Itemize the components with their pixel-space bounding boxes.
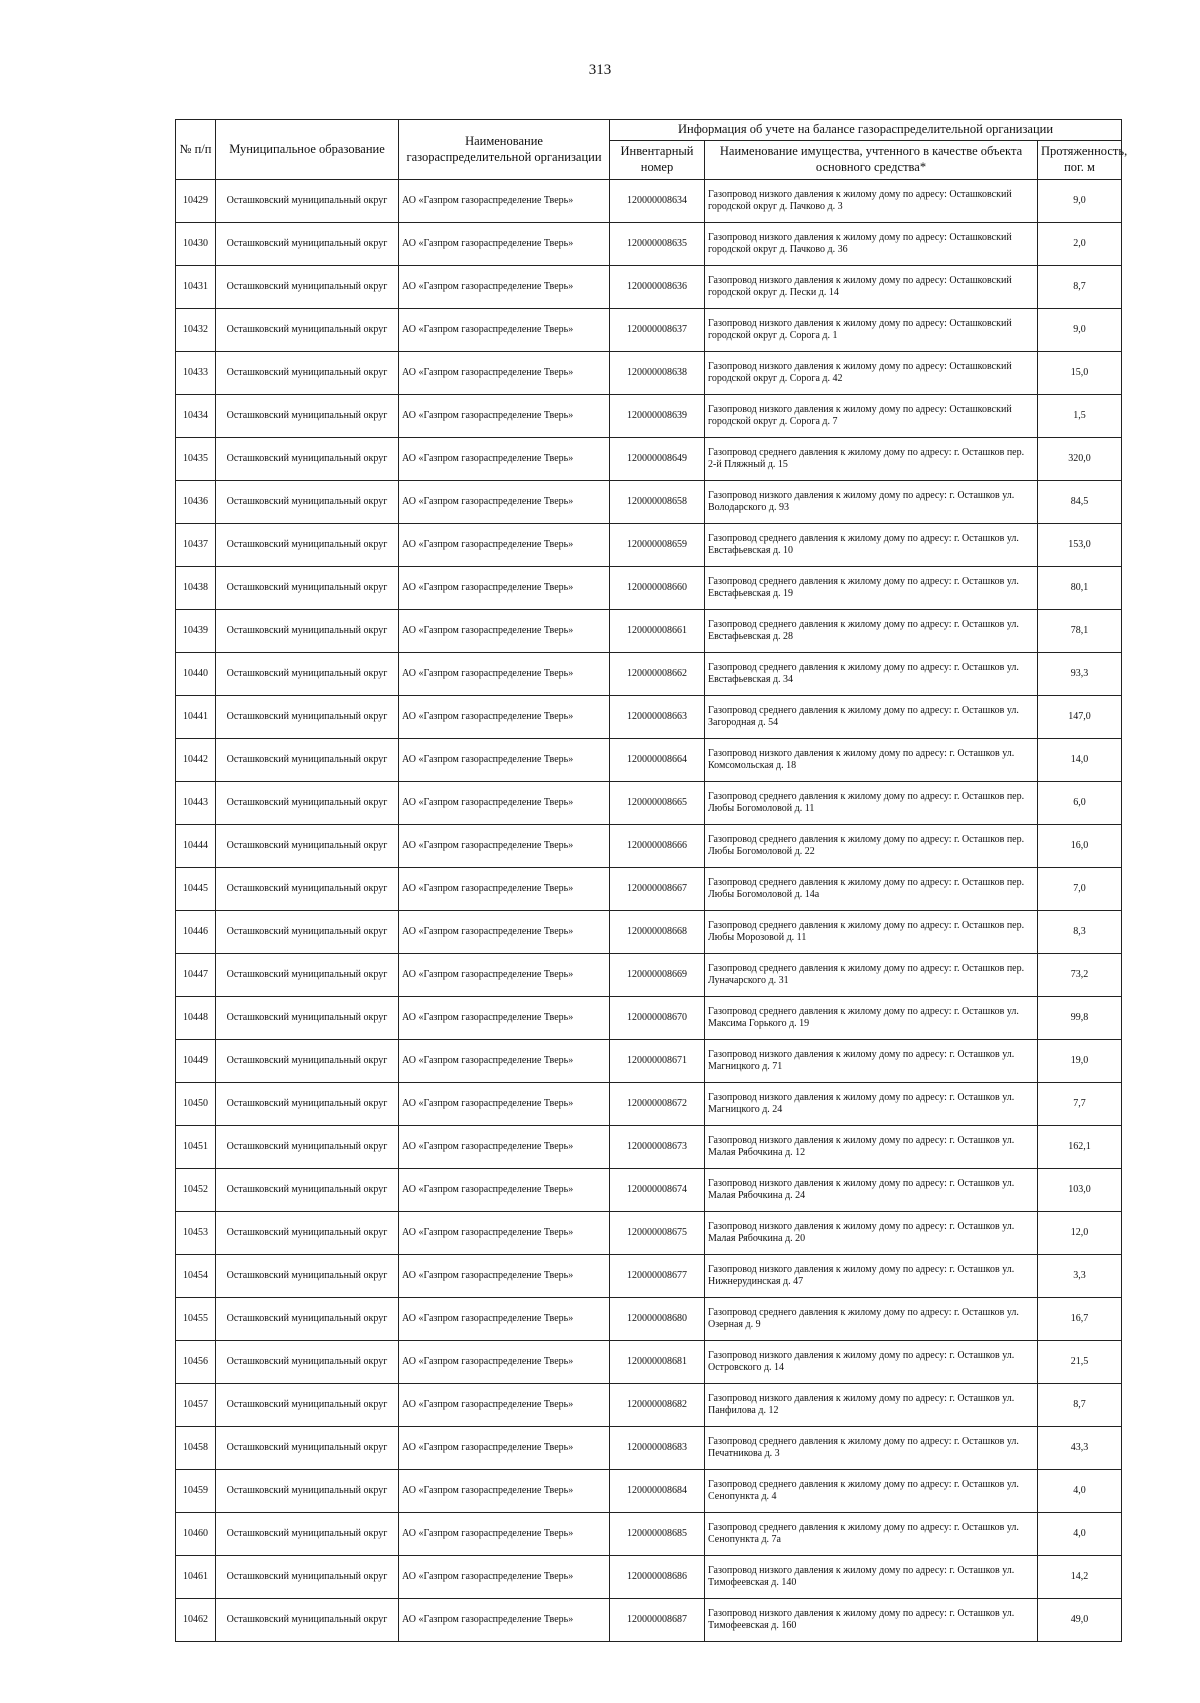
inventory-number-cell: 120000008663 bbox=[610, 696, 705, 739]
length-cell: 1,5 bbox=[1038, 395, 1122, 438]
header-row bbox=[176, 120, 1122, 141]
municipality-cell: Осташковский муниципальный округ bbox=[216, 1126, 399, 1169]
table-body bbox=[176, 180, 1122, 1642]
table-row bbox=[176, 352, 1122, 395]
inventory-number-cell: 120000008664 bbox=[610, 739, 705, 782]
asset-name-cell: Газопровод среднего давления к жилому дому по адресу: г. Осташков ул. Евстафьевская д. 34 bbox=[705, 653, 1038, 696]
length-cell: 162,1 bbox=[1038, 1126, 1122, 1169]
row-number: 10453 bbox=[176, 1212, 216, 1255]
asset-name-cell: Газопровод среднего давления к жилому дому по адресу: г. Осташков пер. Луначарского д. 31 bbox=[705, 954, 1038, 997]
length-cell: 103,0 bbox=[1038, 1169, 1122, 1212]
column-header-num: № п/п bbox=[176, 120, 216, 180]
organization-cell: АО «Газпром газораспределение Тверь» bbox=[399, 1427, 610, 1470]
row-number: 10445 bbox=[176, 868, 216, 911]
asset-name-cell: Газопровод среднего давления к жилому дому по адресу: г. Осташков ул. Евстафьевская д. 19 bbox=[705, 567, 1038, 610]
row-number: 10455 bbox=[176, 1298, 216, 1341]
municipality-cell: Осташковский муниципальный округ bbox=[216, 782, 399, 825]
row-number: 10454 bbox=[176, 1255, 216, 1298]
municipality-cell: Осташковский муниципальный округ bbox=[216, 997, 399, 1040]
length-cell: 9,0 bbox=[1038, 180, 1122, 223]
table-row bbox=[176, 696, 1122, 739]
length-cell: 21,5 bbox=[1038, 1341, 1122, 1384]
organization-cell: АО «Газпром газораспределение Тверь» bbox=[399, 825, 610, 868]
table-row bbox=[176, 223, 1122, 266]
municipality-cell: Осташковский муниципальный округ bbox=[216, 223, 399, 266]
asset-name-cell: Газопровод низкого давления к жилому дому по адресу: г. Осташков ул. Тимофеевская д. 140 bbox=[705, 1556, 1038, 1599]
organization-cell: АО «Газпром газораспределение Тверь» bbox=[399, 1126, 610, 1169]
table-row bbox=[176, 739, 1122, 782]
table-row bbox=[176, 868, 1122, 911]
row-number: 10448 bbox=[176, 997, 216, 1040]
row-number: 10434 bbox=[176, 395, 216, 438]
table-row bbox=[176, 395, 1122, 438]
asset-name-cell: Газопровод среднего давления к жилому дому по адресу: г. Осташков пер. 2-й Пляжный д. 15 bbox=[705, 438, 1038, 481]
organization-cell: АО «Газпром газораспределение Тверь» bbox=[399, 739, 610, 782]
organization-cell: АО «Газпром газораспределение Тверь» bbox=[399, 266, 610, 309]
length-cell: 99,8 bbox=[1038, 997, 1122, 1040]
inventory-number-cell: 120000008677 bbox=[610, 1255, 705, 1298]
length-cell: 16,7 bbox=[1038, 1298, 1122, 1341]
table-row bbox=[176, 1470, 1122, 1513]
organization-cell: АО «Газпром газораспределение Тверь» bbox=[399, 567, 610, 610]
municipality-cell: Осташковский муниципальный округ bbox=[216, 1513, 399, 1556]
organization-cell: АО «Газпром газораспределение Тверь» bbox=[399, 782, 610, 825]
length-cell: 8,3 bbox=[1038, 911, 1122, 954]
table-row bbox=[176, 1083, 1122, 1126]
municipality-cell: Осташковский муниципальный округ bbox=[216, 1599, 399, 1642]
row-number: 10458 bbox=[176, 1427, 216, 1470]
municipality-cell: Осташковский муниципальный округ bbox=[216, 438, 399, 481]
municipality-cell: Осташковский муниципальный округ bbox=[216, 739, 399, 782]
table-row bbox=[176, 782, 1122, 825]
length-cell: 8,7 bbox=[1038, 266, 1122, 309]
asset-name-cell: Газопровод низкого давления к жилому дому по адресу: Осташковский городской округ д. Пачково д. 3 bbox=[705, 180, 1038, 223]
organization-cell: АО «Газпром газораспределение Тверь» bbox=[399, 1341, 610, 1384]
table-row bbox=[176, 309, 1122, 352]
municipality-cell: Осташковский муниципальный округ bbox=[216, 610, 399, 653]
organization-cell: АО «Газпром газораспределение Тверь» bbox=[399, 653, 610, 696]
organization-cell: АО «Газпром газораспределение Тверь» bbox=[399, 1169, 610, 1212]
inventory-number-cell: 120000008674 bbox=[610, 1169, 705, 1212]
inventory-number-cell: 120000008686 bbox=[610, 1556, 705, 1599]
asset-name-cell: Газопровод низкого давления к жилому дому по адресу: Осташковский городской округ д. Пачково д. 36 bbox=[705, 223, 1038, 266]
municipality-cell: Осташковский муниципальный округ bbox=[216, 180, 399, 223]
length-cell: 2,0 bbox=[1038, 223, 1122, 266]
municipality-cell: Осташковский муниципальный округ bbox=[216, 1298, 399, 1341]
inventory-number-cell: 120000008682 bbox=[610, 1384, 705, 1427]
row-number: 10430 bbox=[176, 223, 216, 266]
length-cell: 3,3 bbox=[1038, 1255, 1122, 1298]
length-cell: 4,0 bbox=[1038, 1470, 1122, 1513]
table-row bbox=[176, 524, 1122, 567]
organization-cell: АО «Газпром газораспределение Тверь» bbox=[399, 868, 610, 911]
inventory-number-cell: 120000008672 bbox=[610, 1083, 705, 1126]
asset-name-cell: Газопровод среднего давления к жилому дому по адресу: г. Осташков пер. Любы Морозовой д. 11 bbox=[705, 911, 1038, 954]
length-cell: 14,0 bbox=[1038, 739, 1122, 782]
column-header-asset-name: Наименование имущества, учтенного в качестве объекта основного средства* bbox=[705, 141, 1038, 180]
table-row bbox=[176, 825, 1122, 868]
length-cell: 14,2 bbox=[1038, 1556, 1122, 1599]
length-cell: 80,1 bbox=[1038, 567, 1122, 610]
municipality-cell: Осташковский муниципальный округ bbox=[216, 868, 399, 911]
inventory-number-cell: 120000008635 bbox=[610, 223, 705, 266]
municipality-cell: Осташковский муниципальный округ bbox=[216, 395, 399, 438]
asset-name-cell: Газопровод среднего давления к жилому дому по адресу: г. Осташков пер. Любы Богомоловой д. 22 bbox=[705, 825, 1038, 868]
asset-name-cell: Газопровод низкого давления к жилому дому по адресу: г. Осташков ул. Магницкого д. 71 bbox=[705, 1040, 1038, 1083]
municipality-cell: Осташковский муниципальный округ bbox=[216, 352, 399, 395]
table-row bbox=[176, 1384, 1122, 1427]
inventory-number-cell: 120000008660 bbox=[610, 567, 705, 610]
length-cell: 73,2 bbox=[1038, 954, 1122, 997]
inventory-number-cell: 120000008636 bbox=[610, 266, 705, 309]
municipality-cell: Осташковский муниципальный округ bbox=[216, 524, 399, 567]
row-number: 10450 bbox=[176, 1083, 216, 1126]
organization-cell: АО «Газпром газораспределение Тверь» bbox=[399, 1599, 610, 1642]
inventory-number-cell: 120000008685 bbox=[610, 1513, 705, 1556]
gas-pipeline-registry-table bbox=[175, 119, 1128, 1642]
inventory-number-cell: 120000008671 bbox=[610, 1040, 705, 1083]
inventory-number-cell: 120000008668 bbox=[610, 911, 705, 954]
organization-cell: АО «Газпром газораспределение Тверь» bbox=[399, 481, 610, 524]
length-cell: 153,0 bbox=[1038, 524, 1122, 567]
organization-cell: АО «Газпром газораспределение Тверь» bbox=[399, 1083, 610, 1126]
asset-name-cell: Газопровод среднего давления к жилому дому по адресу: г. Осташков ул. Сенопункта д. 4 bbox=[705, 1470, 1038, 1513]
asset-name-cell: Газопровод низкого давления к жилому дому по адресу: г. Осташков ул. Тимофеевская д. 160 bbox=[705, 1599, 1038, 1642]
table-row bbox=[176, 180, 1122, 223]
municipality-cell: Осташковский муниципальный округ bbox=[216, 911, 399, 954]
asset-name-cell: Газопровод низкого давления к жилому дому по адресу: Осташковский городской округ д. Пески д. 14 bbox=[705, 266, 1038, 309]
table-row bbox=[176, 610, 1122, 653]
inventory-number-cell: 120000008681 bbox=[610, 1341, 705, 1384]
table-row bbox=[176, 1169, 1122, 1212]
column-header-balance-group: Информация об учете на балансе газораспределительной организации bbox=[610, 120, 1122, 141]
table-row bbox=[176, 266, 1122, 309]
inventory-number-cell: 120000008675 bbox=[610, 1212, 705, 1255]
inventory-number-cell: 120000008673 bbox=[610, 1126, 705, 1169]
municipality-cell: Осташковский муниципальный округ bbox=[216, 567, 399, 610]
table-row bbox=[176, 997, 1122, 1040]
length-cell: 78,1 bbox=[1038, 610, 1122, 653]
length-cell: 147,0 bbox=[1038, 696, 1122, 739]
municipality-cell: Осташковский муниципальный округ bbox=[216, 1384, 399, 1427]
row-number: 10442 bbox=[176, 739, 216, 782]
organization-cell: АО «Газпром газораспределение Тверь» bbox=[399, 1556, 610, 1599]
inventory-number-cell: 120000008659 bbox=[610, 524, 705, 567]
row-number: 10460 bbox=[176, 1513, 216, 1556]
length-cell: 320,0 bbox=[1038, 438, 1122, 481]
organization-cell: АО «Газпром газораспределение Тверь» bbox=[399, 180, 610, 223]
organization-cell: АО «Газпром газораспределение Тверь» bbox=[399, 997, 610, 1040]
length-cell: 93,3 bbox=[1038, 653, 1122, 696]
inventory-number-cell: 120000008639 bbox=[610, 395, 705, 438]
row-number: 10444 bbox=[176, 825, 216, 868]
inventory-number-cell: 120000008670 bbox=[610, 997, 705, 1040]
organization-cell: АО «Газпром газораспределение Тверь» bbox=[399, 696, 610, 739]
municipality-cell: Осташковский муниципальный округ bbox=[216, 1083, 399, 1126]
organization-cell: АО «Газпром газораспределение Тверь» bbox=[399, 610, 610, 653]
row-number: 10435 bbox=[176, 438, 216, 481]
length-cell: 84,5 bbox=[1038, 481, 1122, 524]
row-number: 10462 bbox=[176, 1599, 216, 1642]
asset-name-cell: Газопровод низкого давления к жилому дому по адресу: г. Осташков ул. Комсомольская д. 18 bbox=[705, 739, 1038, 782]
organization-cell: АО «Газпром газораспределение Тверь» bbox=[399, 911, 610, 954]
organization-cell: АО «Газпром газораспределение Тверь» bbox=[399, 438, 610, 481]
asset-name-cell: Газопровод среднего давления к жилому дому по адресу: г. Осташков пер. Любы Богомоловой д. 11 bbox=[705, 782, 1038, 825]
table-row bbox=[176, 653, 1122, 696]
column-header-municipality: Муниципальное образование bbox=[216, 120, 399, 180]
municipality-cell: Осташковский муниципальный округ bbox=[216, 653, 399, 696]
asset-name-cell: Газопровод низкого давления к жилому дому по адресу: Осташковский городской округ д. Сорога д. 1 bbox=[705, 309, 1038, 352]
asset-name-cell: Газопровод среднего давления к жилому дому по адресу: г. Осташков ул. Евстафьевская д. 10 bbox=[705, 524, 1038, 567]
inventory-number-cell: 120000008638 bbox=[610, 352, 705, 395]
inventory-number-cell: 120000008649 bbox=[610, 438, 705, 481]
row-number: 10449 bbox=[176, 1040, 216, 1083]
asset-name-cell: Газопровод низкого давления к жилому дому по адресу: г. Осташков ул. Малая Рябочкина д. 12 bbox=[705, 1126, 1038, 1169]
inventory-number-cell: 120000008683 bbox=[610, 1427, 705, 1470]
table-row bbox=[176, 1427, 1122, 1470]
inventory-number-cell: 120000008684 bbox=[610, 1470, 705, 1513]
asset-name-cell: Газопровод низкого давления к жилому дому по адресу: г. Осташков ул. Нижнерудинская д. 47 bbox=[705, 1255, 1038, 1298]
row-number: 10457 bbox=[176, 1384, 216, 1427]
length-cell: 8,7 bbox=[1038, 1384, 1122, 1427]
inventory-number-cell: 120000008669 bbox=[610, 954, 705, 997]
inventory-number-cell: 120000008662 bbox=[610, 653, 705, 696]
row-number: 10461 bbox=[176, 1556, 216, 1599]
length-cell: 4,0 bbox=[1038, 1513, 1122, 1556]
organization-cell: АО «Газпром газораспределение Тверь» bbox=[399, 395, 610, 438]
length-cell: 9,0 bbox=[1038, 309, 1122, 352]
table-row bbox=[176, 1040, 1122, 1083]
row-number: 10456 bbox=[176, 1341, 216, 1384]
organization-cell: АО «Газпром газораспределение Тверь» bbox=[399, 352, 610, 395]
table-row bbox=[176, 1513, 1122, 1556]
row-number: 10439 bbox=[176, 610, 216, 653]
inventory-number-cell: 120000008666 bbox=[610, 825, 705, 868]
asset-name-cell: Газопровод среднего давления к жилому дому по адресу: г. Осташков ул. Максима Горького д. 19 bbox=[705, 997, 1038, 1040]
municipality-cell: Осташковский муниципальный округ bbox=[216, 1169, 399, 1212]
length-cell: 19,0 bbox=[1038, 1040, 1122, 1083]
row-number: 10433 bbox=[176, 352, 216, 395]
table-row bbox=[176, 911, 1122, 954]
table-row bbox=[176, 481, 1122, 524]
municipality-cell: Осташковский муниципальный округ bbox=[216, 266, 399, 309]
organization-cell: АО «Газпром газораспределение Тверь» bbox=[399, 1255, 610, 1298]
inventory-number-cell: 120000008661 bbox=[610, 610, 705, 653]
table-row bbox=[176, 567, 1122, 610]
organization-cell: АО «Газпром газораспределение Тверь» bbox=[399, 1212, 610, 1255]
asset-name-cell: Газопровод среднего давления к жилому дому по адресу: г. Осташков ул. Печатникова д. 3 bbox=[705, 1427, 1038, 1470]
asset-name-cell: Газопровод низкого давления к жилому дому по адресу: Осташковский городской округ д. Сорога д. 42 bbox=[705, 352, 1038, 395]
length-cell: 7,0 bbox=[1038, 868, 1122, 911]
table-row bbox=[176, 1255, 1122, 1298]
table-row bbox=[176, 1298, 1122, 1341]
row-number: 10447 bbox=[176, 954, 216, 997]
inventory-number-cell: 120000008665 bbox=[610, 782, 705, 825]
municipality-cell: Осташковский муниципальный округ bbox=[216, 825, 399, 868]
table-row bbox=[176, 954, 1122, 997]
inventory-number-cell: 120000008634 bbox=[610, 180, 705, 223]
organization-cell: АО «Газпром газораспределение Тверь» bbox=[399, 1298, 610, 1341]
row-number: 10443 bbox=[176, 782, 216, 825]
row-number: 10437 bbox=[176, 524, 216, 567]
table-row bbox=[176, 1341, 1122, 1384]
row-number: 10431 bbox=[176, 266, 216, 309]
inventory-number-cell: 120000008687 bbox=[610, 1599, 705, 1642]
length-cell: 49,0 bbox=[1038, 1599, 1122, 1642]
organization-cell: АО «Газпром газораспределение Тверь» bbox=[399, 1384, 610, 1427]
municipality-cell: Осташковский муниципальный округ bbox=[216, 1040, 399, 1083]
table-row bbox=[176, 1126, 1122, 1169]
municipality-cell: Осташковский муниципальный округ bbox=[216, 696, 399, 739]
asset-name-cell: Газопровод среднего давления к жилому дому по адресу: г. Осташков ул. Сенопункта д. 7а bbox=[705, 1513, 1038, 1556]
municipality-cell: Осташковский муниципальный округ bbox=[216, 1212, 399, 1255]
asset-name-cell: Газопровод среднего давления к жилому дому по адресу: г. Осташков ул. Загородная д. 54 bbox=[705, 696, 1038, 739]
municipality-cell: Осташковский муниципальный округ bbox=[216, 1556, 399, 1599]
municipality-cell: Осташковский муниципальный округ bbox=[216, 954, 399, 997]
table-row bbox=[176, 1599, 1122, 1642]
organization-cell: АО «Газпром газораспределение Тверь» bbox=[399, 1470, 610, 1513]
municipality-cell: Осташковский муниципальный округ bbox=[216, 1341, 399, 1384]
length-cell: 6,0 bbox=[1038, 782, 1122, 825]
length-cell: 12,0 bbox=[1038, 1212, 1122, 1255]
municipality-cell: Осташковский муниципальный округ bbox=[216, 1470, 399, 1513]
asset-name-cell: Газопровод низкого давления к жилому дому по адресу: г. Осташков ул. Володарского д. 93 bbox=[705, 481, 1038, 524]
column-header-organization: Наименование газораспределительной организации bbox=[399, 120, 610, 180]
inventory-number-cell: 120000008658 bbox=[610, 481, 705, 524]
row-number: 10441 bbox=[176, 696, 216, 739]
asset-name-cell: Газопровод низкого давления к жилому дому по адресу: г. Осташков ул. Магницкого д. 24 bbox=[705, 1083, 1038, 1126]
row-number: 10452 bbox=[176, 1169, 216, 1212]
asset-name-cell: Газопровод среднего давления к жилому дому по адресу: г. Осташков пер. Любы Богомоловой д. 14а bbox=[705, 868, 1038, 911]
organization-cell: АО «Газпром газораспределение Тверь» bbox=[399, 954, 610, 997]
asset-name-cell: Газопровод среднего давления к жилому дому по адресу: г. Осташков ул. Евстафьевская д. 28 bbox=[705, 610, 1038, 653]
table-row bbox=[176, 438, 1122, 481]
length-cell: 43,3 bbox=[1038, 1427, 1122, 1470]
row-number: 10429 bbox=[176, 180, 216, 223]
row-number: 10432 bbox=[176, 309, 216, 352]
asset-name-cell: Газопровод низкого давления к жилому дому по адресу: г. Осташков ул. Малая Рябочкина д. 20 bbox=[705, 1212, 1038, 1255]
organization-cell: АО «Газпром газораспределение Тверь» bbox=[399, 1040, 610, 1083]
inventory-number-cell: 120000008680 bbox=[610, 1298, 705, 1341]
row-number: 10446 bbox=[176, 911, 216, 954]
row-number: 10440 bbox=[176, 653, 216, 696]
municipality-cell: Осташковский муниципальный округ bbox=[216, 481, 399, 524]
column-header-inventory: Инвентарный номер bbox=[610, 141, 705, 180]
page-number: 313 bbox=[588, 62, 612, 78]
organization-cell: АО «Газпром газораспределение Тверь» bbox=[399, 1513, 610, 1556]
row-number: 10451 bbox=[176, 1126, 216, 1169]
asset-name-cell: Газопровод низкого давления к жилому дому по адресу: Осташковский городской округ д. Сорога д. 7 bbox=[705, 395, 1038, 438]
municipality-cell: Осташковский муниципальный округ bbox=[216, 309, 399, 352]
asset-name-cell: Газопровод низкого давления к жилому дому по адресу: г. Осташков ул. Островского д. 14 bbox=[705, 1341, 1038, 1384]
table-row bbox=[176, 1212, 1122, 1255]
municipality-cell: Осташковский муниципальный округ bbox=[216, 1255, 399, 1298]
length-cell: 7,7 bbox=[1038, 1083, 1122, 1126]
organization-cell: АО «Газпром газораспределение Тверь» bbox=[399, 309, 610, 352]
length-cell: 15,0 bbox=[1038, 352, 1122, 395]
inventory-number-cell: 120000008637 bbox=[610, 309, 705, 352]
row-number: 10438 bbox=[176, 567, 216, 610]
inventory-number-cell: 120000008667 bbox=[610, 868, 705, 911]
municipality-cell: Осташковский муниципальный округ bbox=[216, 1427, 399, 1470]
column-header-length: Протяженность, пог. м bbox=[1038, 141, 1122, 180]
asset-name-cell: Газопровод низкого давления к жилому дому по адресу: г. Осташков ул. Панфилова д. 12 bbox=[705, 1384, 1038, 1427]
asset-name-cell: Газопровод низкого давления к жилому дому по адресу: г. Осташков ул. Малая Рябочкина д. 24 bbox=[705, 1169, 1038, 1212]
row-number: 10436 bbox=[176, 481, 216, 524]
length-cell: 16,0 bbox=[1038, 825, 1122, 868]
table-row bbox=[176, 1556, 1122, 1599]
row-number: 10459 bbox=[176, 1470, 216, 1513]
organization-cell: АО «Газпром газораспределение Тверь» bbox=[399, 223, 610, 266]
organization-cell: АО «Газпром газораспределение Тверь» bbox=[399, 524, 610, 567]
asset-name-cell: Газопровод среднего давления к жилому дому по адресу: г. Осташков ул. Озерная д. 9 bbox=[705, 1298, 1038, 1341]
